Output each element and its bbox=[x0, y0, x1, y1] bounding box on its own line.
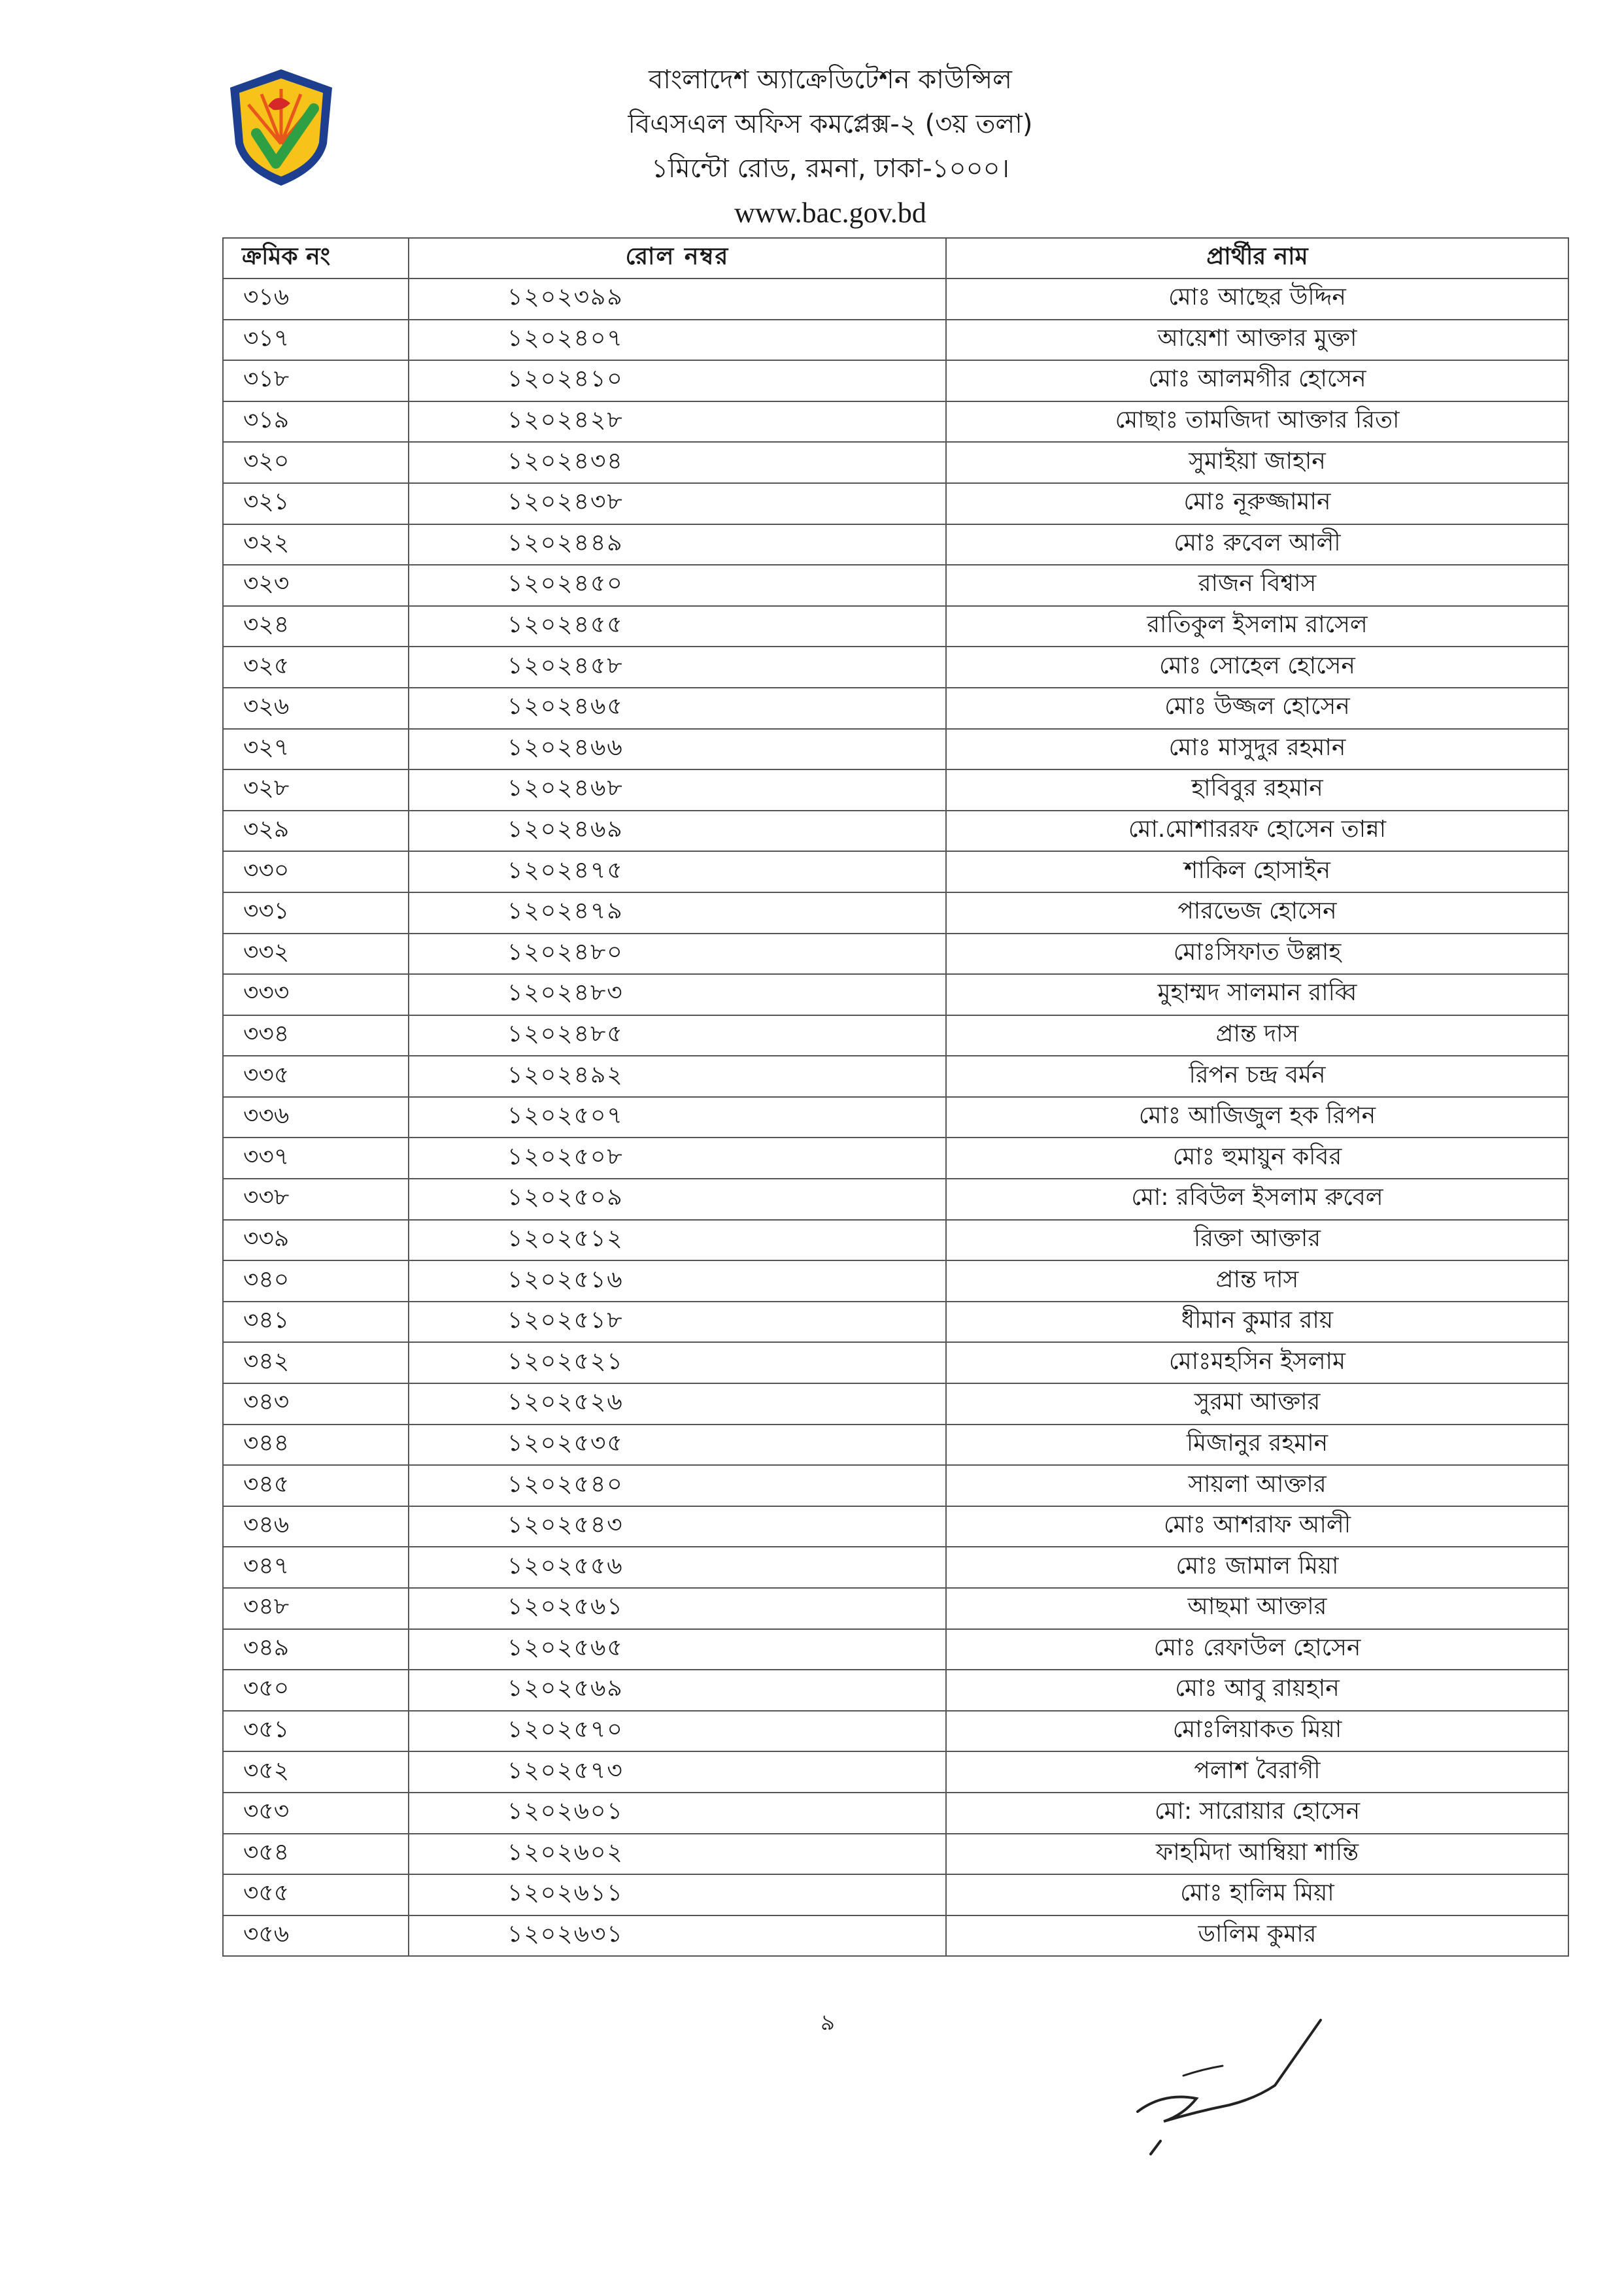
table-row bbox=[223, 688, 1568, 729]
roll-cell: ১২০২৫১৬ bbox=[409, 1260, 946, 1302]
serial-cell: ৩৩৭ bbox=[223, 1138, 409, 1179]
table-row bbox=[223, 1220, 1568, 1261]
roll-cell: ১২০২৪০৭ bbox=[409, 320, 946, 361]
table-row bbox=[223, 524, 1568, 565]
table-row bbox=[223, 565, 1568, 606]
serial-cell: ৩১৯ bbox=[223, 401, 409, 443]
name-cell: মোঃ রেফাউল হোসেন bbox=[946, 1629, 1568, 1670]
table-row bbox=[223, 1056, 1568, 1097]
table-row bbox=[223, 320, 1568, 361]
name-cell: প্রান্ত দাস bbox=[946, 1015, 1568, 1056]
name-cell: শাকিল হোসাইন bbox=[946, 851, 1568, 892]
name-cell: মোঃ উজ্জল হোসেন bbox=[946, 688, 1568, 729]
table-row bbox=[223, 1547, 1568, 1588]
serial-cell: ৩২৭ bbox=[223, 729, 409, 770]
serial-cell: ৩১৭ bbox=[223, 320, 409, 361]
table-row bbox=[223, 729, 1568, 770]
name-cell: পারভেজ হোসেন bbox=[946, 892, 1568, 934]
name-cell: মোঃ আজিজুল হক রিপন bbox=[946, 1097, 1568, 1138]
serial-cell: ৩২৪ bbox=[223, 606, 409, 647]
serial-cell: ৩৩৮ bbox=[223, 1179, 409, 1220]
name-cell: মো: রবিউল ইসলাম রুবেল bbox=[946, 1179, 1568, 1220]
serial-cell: ৩২৬ bbox=[223, 688, 409, 729]
roll-cell: ১২০২৪৫৫ bbox=[409, 606, 946, 647]
serial-cell: ৩৫০ bbox=[223, 1670, 409, 1711]
name-cell: ধীমান কুমার রায় bbox=[946, 1302, 1568, 1343]
table-row bbox=[223, 1874, 1568, 1915]
serial-cell: ৩৩৫ bbox=[223, 1056, 409, 1097]
name-cell: ডালিম কুমার bbox=[946, 1915, 1568, 1957]
roll-cell: ১২০২৫৪০ bbox=[409, 1465, 946, 1506]
roll-cell: ১২০২৪৫০ bbox=[409, 565, 946, 606]
serial-cell: ৩২৩ bbox=[223, 565, 409, 606]
roll-cell: ১২০২৫১৮ bbox=[409, 1302, 946, 1343]
name-cell: মোঃসিফাত উল্লাহ bbox=[946, 934, 1568, 975]
name-cell: রিপন চন্দ্র বর্মন bbox=[946, 1056, 1568, 1097]
roll-cell: ১২০২৫৩৫ bbox=[409, 1425, 946, 1466]
table-row bbox=[223, 647, 1568, 688]
roll-cell: ১২০২৪৯২ bbox=[409, 1056, 946, 1097]
table-row bbox=[223, 442, 1568, 483]
serial-cell: ৩২৯ bbox=[223, 811, 409, 852]
roll-cell: ১২০২৩৯৯ bbox=[409, 278, 946, 320]
roll-cell: ১২০২৫৭৩ bbox=[409, 1751, 946, 1793]
roll-cell: ১২০২৪৬৫ bbox=[409, 688, 946, 729]
roll-cell: ১২০২৫৫৬ bbox=[409, 1547, 946, 1588]
table-row bbox=[223, 1260, 1568, 1302]
name-cell: মোঃ আবু রায়হান bbox=[946, 1670, 1568, 1711]
table-row bbox=[223, 1015, 1568, 1056]
table-row bbox=[223, 1793, 1568, 1834]
table-row bbox=[223, 1751, 1568, 1793]
table-row bbox=[223, 1097, 1568, 1138]
serial-cell: ৩৪৩ bbox=[223, 1383, 409, 1425]
table-row bbox=[223, 360, 1568, 401]
serial-cell: ৩৩৩ bbox=[223, 974, 409, 1015]
serial-cell: ৩৫৫ bbox=[223, 1874, 409, 1915]
roll-cell: ১২০২৫০৭ bbox=[409, 1097, 946, 1138]
name-cell: সায়লা আক্তার bbox=[946, 1465, 1568, 1506]
serial-cell: ৩২২ bbox=[223, 524, 409, 565]
serial-cell: ৩৩৯ bbox=[223, 1220, 409, 1261]
letterhead bbox=[588, 58, 1072, 235]
name-cell: মোছাঃ তামজিদা আক্তার রিতা bbox=[946, 401, 1568, 443]
roll-cell: ১২০২৫০৯ bbox=[409, 1179, 946, 1220]
serial-cell: ৩৪০ bbox=[223, 1260, 409, 1302]
table-row bbox=[223, 1588, 1568, 1629]
serial-cell: ৩৫৩ bbox=[223, 1793, 409, 1834]
roll-cell: ১২০২৪৬৬ bbox=[409, 729, 946, 770]
table-row bbox=[223, 934, 1568, 975]
serial-cell: ৩১৮ bbox=[223, 360, 409, 401]
name-cell: রাতিকুল ইসলাম রাসেল bbox=[946, 606, 1568, 647]
roll-cell: ১২০২৪৬৮ bbox=[409, 769, 946, 811]
name-cell: মোঃ হালিম মিয়া bbox=[946, 1874, 1568, 1915]
roll-cell: ১২০২৫৬৯ bbox=[409, 1670, 946, 1711]
website: www.bac.gov.bd bbox=[734, 197, 926, 229]
name-cell: আয়েশা আক্তার মুক্তা bbox=[946, 320, 1568, 361]
roll-cell: ১২০২৪৪৯ bbox=[409, 524, 946, 565]
serial-cell: ৩৪৬ bbox=[223, 1506, 409, 1547]
serial-cell: ৩৫৬ bbox=[223, 1915, 409, 1957]
name-cell: মোঃ সোহেল হোসেন bbox=[946, 647, 1568, 688]
roll-cell: ১২০২৫২১ bbox=[409, 1342, 946, 1383]
name-cell: মোঃলিয়াকত মিয়া bbox=[946, 1711, 1568, 1752]
table-row bbox=[223, 483, 1568, 524]
roll-cell: ১২০২৫১২ bbox=[409, 1220, 946, 1261]
serial-cell: ৩৪২ bbox=[223, 1342, 409, 1383]
roll-cell: ১২০২৫০৮ bbox=[409, 1138, 946, 1179]
table-row bbox=[223, 1342, 1568, 1383]
table-row bbox=[223, 1629, 1568, 1670]
roll-cell: ১২০২৫৪৩ bbox=[409, 1506, 946, 1547]
name-cell: রিক্তা আক্তার bbox=[946, 1220, 1568, 1261]
serial-cell: ৩৪৭ bbox=[223, 1547, 409, 1588]
table-row bbox=[223, 1670, 1568, 1711]
table-row bbox=[223, 1506, 1568, 1547]
roll-cell: ১২০২৪৭৫ bbox=[409, 851, 946, 892]
roll-cell: ১২০২৬৩১ bbox=[409, 1915, 946, 1957]
name-cell: মোঃ রুবেল আলী bbox=[946, 524, 1568, 565]
bac-logo bbox=[222, 65, 340, 190]
roll-cell: ১২০২৪৩৮ bbox=[409, 483, 946, 524]
roll-cell: ১২০২৪১০ bbox=[409, 360, 946, 401]
serial-cell: ৩২১ bbox=[223, 483, 409, 524]
name-cell: হাবিবুর রহমান bbox=[946, 769, 1568, 811]
roll-cell: ১২০২৪৩৪ bbox=[409, 442, 946, 483]
name-cell: মো: সারোয়ার হোসেন bbox=[946, 1793, 1568, 1834]
name-cell: মোঃ হুমায়ুন কবির bbox=[946, 1138, 1568, 1179]
table-row bbox=[223, 1425, 1568, 1466]
roll-cell: ১২০২৬০১ bbox=[409, 1793, 946, 1834]
table-row bbox=[223, 1465, 1568, 1506]
table-row bbox=[223, 1383, 1568, 1425]
col-header-name: প্রার্থীর নাম bbox=[946, 238, 1568, 278]
table-row bbox=[223, 1915, 1568, 1957]
name-cell: মোঃমহসিন ইসলাম bbox=[946, 1342, 1568, 1383]
table-row bbox=[223, 401, 1568, 443]
name-cell: ফাহমিদা আম্বিয়া শান্তি bbox=[946, 1834, 1568, 1875]
roll-cell: ১২০২৫২৬ bbox=[409, 1383, 946, 1425]
table-row bbox=[223, 1711, 1568, 1752]
roll-cell: ১২০২৪৮৫ bbox=[409, 1015, 946, 1056]
roll-cell: ১২০২৫৬৫ bbox=[409, 1629, 946, 1670]
table-row bbox=[223, 1834, 1568, 1875]
table-row bbox=[223, 769, 1568, 811]
roll-cell: ১২০২৬০২ bbox=[409, 1834, 946, 1875]
serial-cell: ৩৪৯ bbox=[223, 1629, 409, 1670]
col-header-serial: ক্রমিক নং bbox=[223, 238, 409, 278]
roll-cell: ১২০২৫৭০ bbox=[409, 1711, 946, 1752]
table-row bbox=[223, 278, 1568, 320]
serial-cell: ৩৩৪ bbox=[223, 1015, 409, 1056]
name-cell: আছমা আক্তার bbox=[946, 1588, 1568, 1629]
name-cell: মুহাম্মদ সালমান রাব্বি bbox=[946, 974, 1568, 1015]
name-cell: মিজানুর রহমান bbox=[946, 1425, 1568, 1466]
serial-cell: ৩৩১ bbox=[223, 892, 409, 934]
name-cell: পলাশ বৈরাগী bbox=[946, 1751, 1568, 1793]
serial-cell: ৩৫১ bbox=[223, 1711, 409, 1752]
col-header-roll: রোল নম্বর bbox=[409, 238, 946, 278]
serial-cell: ৩৪৫ bbox=[223, 1465, 409, 1506]
candidate-table bbox=[222, 237, 1569, 1957]
serial-cell: ৩৩২ bbox=[223, 934, 409, 975]
serial-cell: ৩১৬ bbox=[223, 278, 409, 320]
signature bbox=[1125, 2000, 1347, 2170]
table-row bbox=[223, 974, 1568, 1015]
serial-cell: ৩৪১ bbox=[223, 1302, 409, 1343]
serial-cell: ৩৩৬ bbox=[223, 1097, 409, 1138]
serial-cell: ৩৪৪ bbox=[223, 1425, 409, 1466]
name-cell: মোঃ আছের উদ্দিন bbox=[946, 278, 1568, 320]
serial-cell: ৩২৫ bbox=[223, 647, 409, 688]
name-cell: মো.মোশাররফ হোসেন তান্না bbox=[946, 811, 1568, 852]
roll-cell: ১২০২৪৭৯ bbox=[409, 892, 946, 934]
roll-cell: ১২০২৪৫৮ bbox=[409, 647, 946, 688]
address-line-1: বিএসএল অফিস কমপ্লেক্স-২ (৩য় তলা) bbox=[628, 109, 1033, 139]
serial-cell: ৩২৮ bbox=[223, 769, 409, 811]
serial-cell: ৩৫৪ bbox=[223, 1834, 409, 1875]
roll-cell: ১২০২৪২৮ bbox=[409, 401, 946, 443]
name-cell: প্রান্ত দাস bbox=[946, 1260, 1568, 1302]
table-row bbox=[223, 892, 1568, 934]
name-cell: মোঃ আলমগীর হোসেন bbox=[946, 360, 1568, 401]
serial-cell: ৩২০ bbox=[223, 442, 409, 483]
roll-cell: ১২০২৪৮০ bbox=[409, 934, 946, 975]
page-number: ৯ bbox=[820, 2010, 836, 2036]
name-cell: মোঃ জামাল মিয়া bbox=[946, 1547, 1568, 1588]
table-row bbox=[223, 1179, 1568, 1220]
serial-cell: ৩৩০ bbox=[223, 851, 409, 892]
table-row bbox=[223, 1302, 1568, 1343]
name-cell: সুরমা আক্তার bbox=[946, 1383, 1568, 1425]
table-row bbox=[223, 1138, 1568, 1179]
roll-cell: ১২০২৫৬১ bbox=[409, 1588, 946, 1629]
roll-cell: ১২০২৪৮৩ bbox=[409, 974, 946, 1015]
serial-cell: ৩৫২ bbox=[223, 1751, 409, 1793]
table-row bbox=[223, 851, 1568, 892]
name-cell: সুমাইয়া জাহান bbox=[946, 442, 1568, 483]
name-cell: মোঃ মাসুদুর রহমান bbox=[946, 729, 1568, 770]
table-row bbox=[223, 606, 1568, 647]
roll-cell: ১২০২৪৬৯ bbox=[409, 811, 946, 852]
table-header-row bbox=[223, 238, 1568, 278]
org-name: বাংলাদেশ অ্যাক্রেডিটেশন কাউন্সিল bbox=[649, 65, 1012, 95]
name-cell: মোঃ আশরাফ আলী bbox=[946, 1506, 1568, 1547]
table-body bbox=[223, 278, 1568, 1956]
roll-cell: ১২০২৬১১ bbox=[409, 1874, 946, 1915]
address-line-2: ১মিন্টো রোড, রমনা, ঢাকা-১০০০। bbox=[651, 154, 1009, 184]
serial-cell: ৩৪৮ bbox=[223, 1588, 409, 1629]
name-cell: মোঃ নূরুজ্জামান bbox=[946, 483, 1568, 524]
name-cell: রাজন বিশ্বাস bbox=[946, 565, 1568, 606]
table-row bbox=[223, 811, 1568, 852]
